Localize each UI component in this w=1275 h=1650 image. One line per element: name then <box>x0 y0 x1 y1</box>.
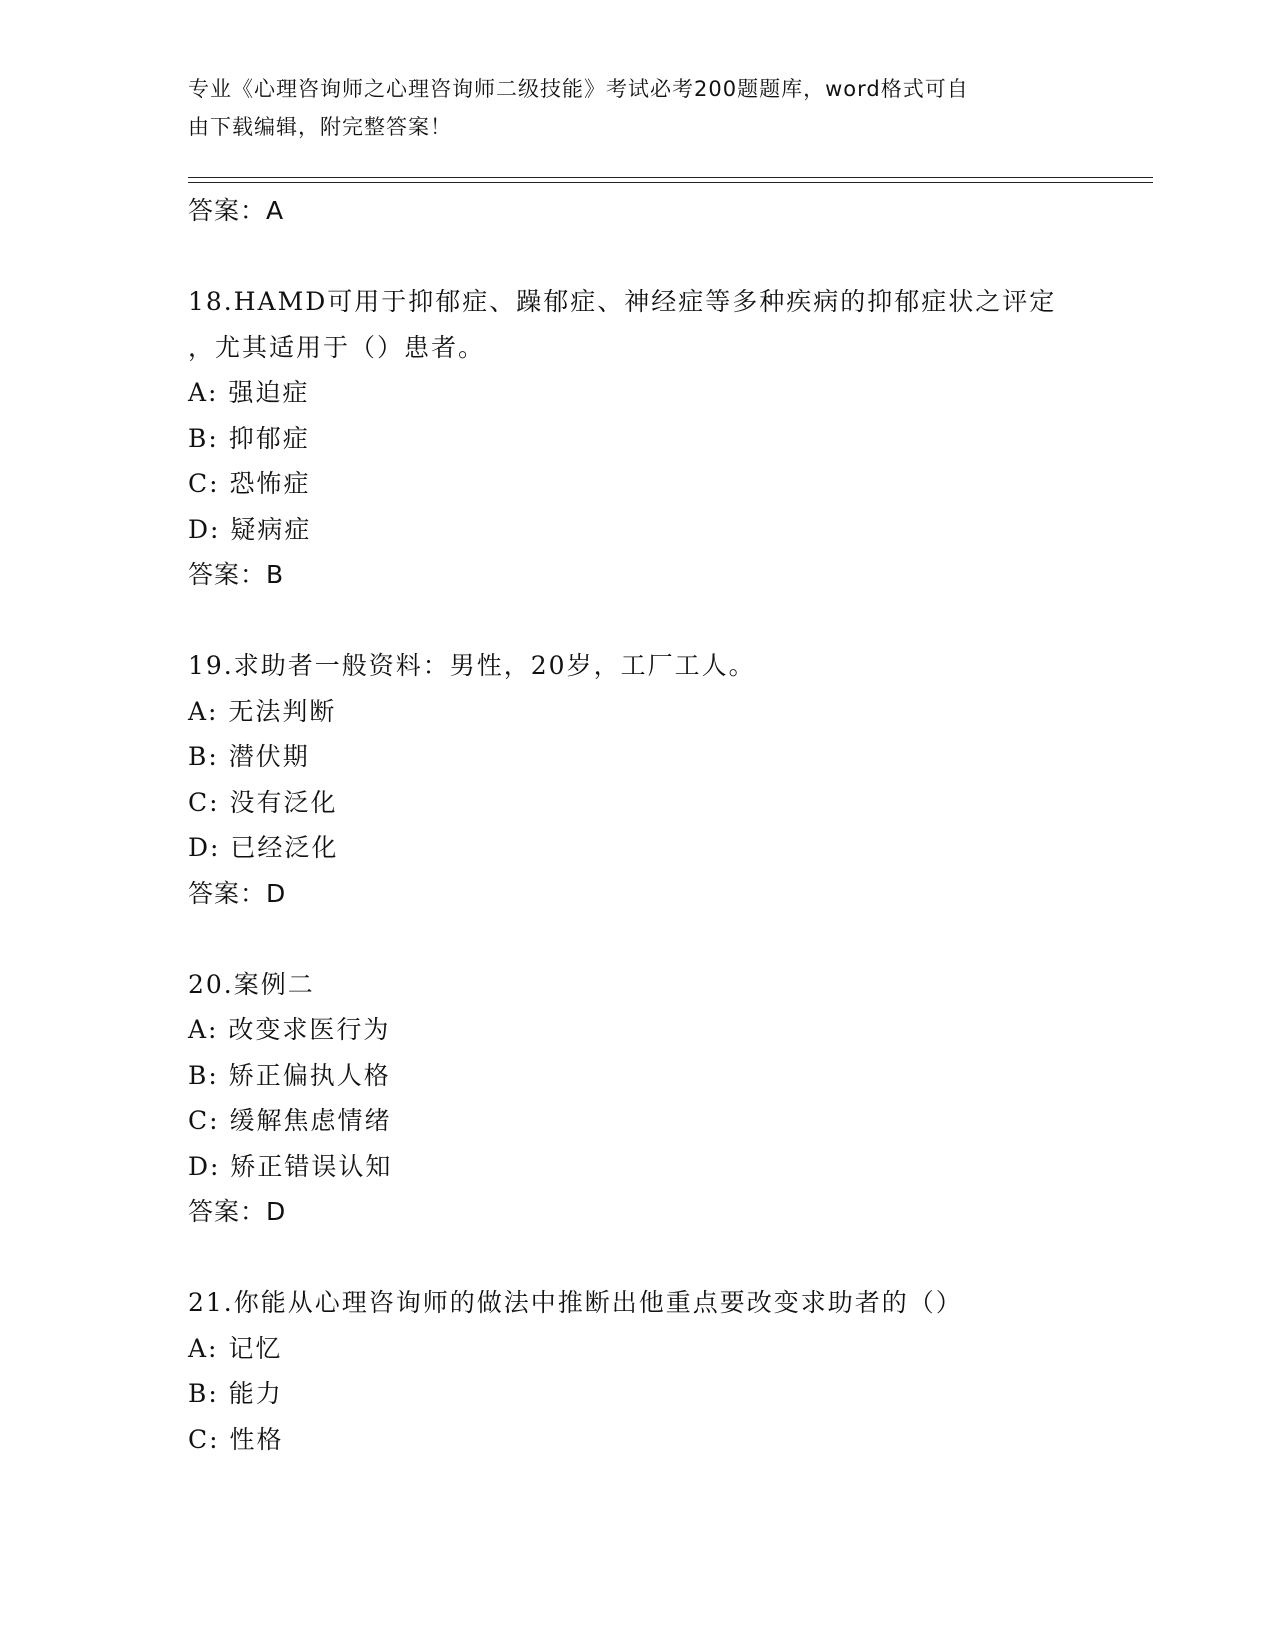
question-list <box>188 188 1088 1462</box>
option-d: D: 疑病症 <box>188 514 312 544</box>
option-b: B: 潜伏期 <box>188 742 310 771</box>
option-c: C: 没有泛化 <box>188 787 338 817</box>
question-stem-continued: ，尤其适用于（）患者。 <box>188 332 486 362</box>
question-stem: 18.HAMD可用于抑郁症、躁郁症、神经症等多种疾病的抑郁症状之评定 <box>188 287 1057 316</box>
option-c: C: 恐怖症 <box>188 469 311 498</box>
spacer <box>188 598 1088 644</box>
question-stem: 19.求助者一般资料：男性，20岁，工厂工人。 <box>188 651 756 680</box>
option-a: A: 强迫症 <box>188 378 310 407</box>
answer-label: 答案：A <box>188 196 285 225</box>
answer-label: 答案：D <box>188 878 287 908</box>
option-b: B: 矫正偏执人格 <box>188 1060 391 1090</box>
option-d: D: 矫正错误认知 <box>188 1151 393 1181</box>
option-a: A: 记忆 <box>188 1333 283 1363</box>
header-divider-top <box>188 177 1153 178</box>
header-line-2: 由下载编辑，附完整答案！ <box>188 115 452 139</box>
question-stem: 20.案例二 <box>188 969 315 999</box>
document-header <box>188 70 1068 146</box>
question-block <box>188 1280 1088 1462</box>
question-block <box>188 279 1088 598</box>
header-line-1: 专业《心理咨询师之心理咨询师二级技能》考试必考200题题库，word格式可自 <box>188 77 969 101</box>
option-b: B: 能力 <box>188 1379 283 1408</box>
spacer <box>188 234 1088 280</box>
spacer <box>188 1235 1088 1281</box>
option-c: C: 缓解焦虑情绪 <box>188 1106 392 1135</box>
option-b: B: 抑郁症 <box>188 423 310 453</box>
answer-label: 答案：B <box>188 560 285 589</box>
spacer <box>188 916 1088 962</box>
answer-label: 答案：D <box>188 1197 287 1226</box>
question-stem: 21.你能从心理咨询师的做法中推断出他重点要改变求助者的（） <box>188 1288 963 1317</box>
option-a: A: 改变求医行为 <box>188 1015 391 1044</box>
option-c: C: 性格 <box>188 1424 284 1454</box>
option-a: A: 无法判断 <box>188 696 337 726</box>
question-block <box>188 643 1088 916</box>
header-divider-bottom <box>188 182 1153 183</box>
question-block <box>188 962 1088 1235</box>
option-d: D: 已经泛化 <box>188 833 339 862</box>
